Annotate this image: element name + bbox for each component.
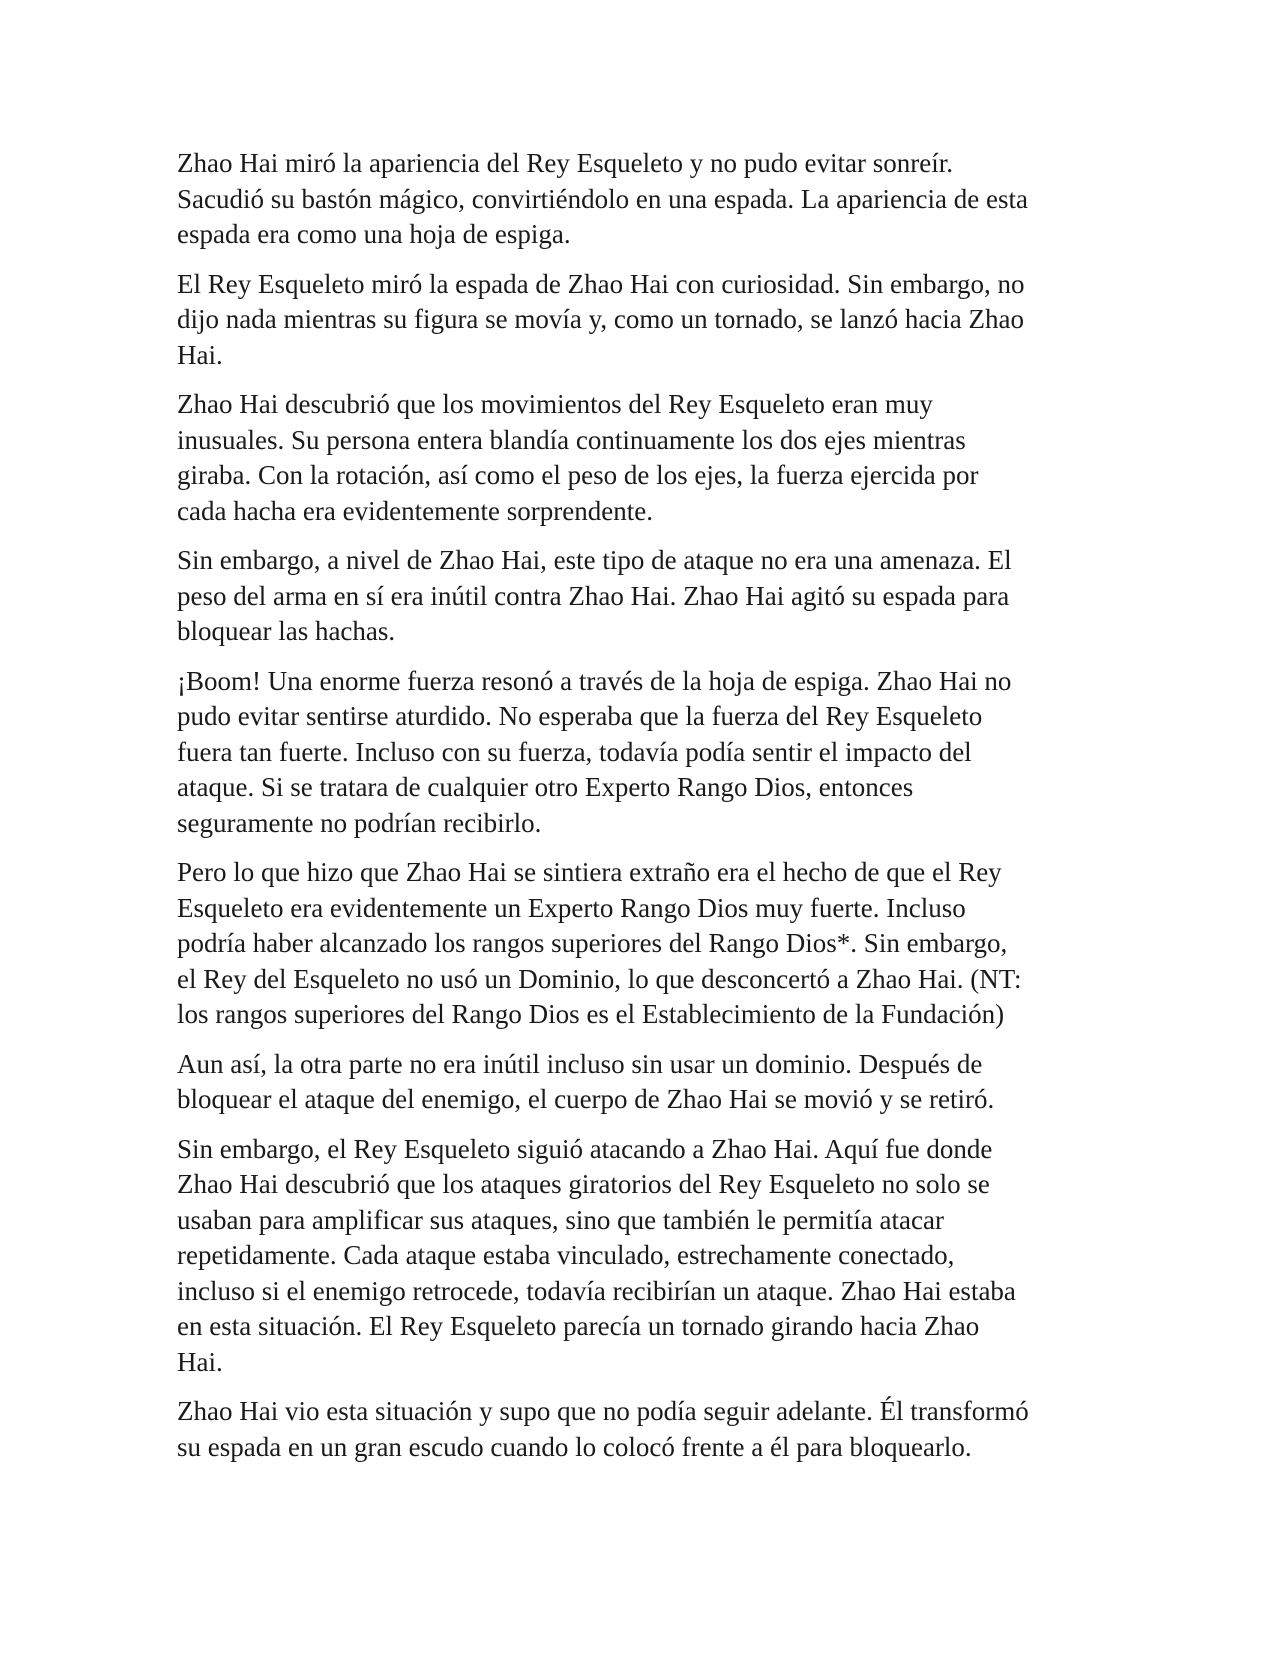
paragraph bbox=[177, 1132, 1107, 1381]
text-line: su espada en un gran escudo cuando lo colocó frente a él para bloquearlo. bbox=[177, 1431, 972, 1462]
paragraph bbox=[177, 543, 1107, 650]
text-line: ataque. Si se tratara de cualquier otro Experto Rango Dios, entonces bbox=[177, 772, 914, 802]
text-line: Zhao Hai descubrió que los ataques giratorios del Rey Esqueleto no solo se bbox=[177, 1169, 990, 1199]
text-line: peso del arma en sí era inútil contra Zhao Hai. Zhao Hai agitó su espada para bbox=[177, 580, 1010, 611]
text-line: los rangos superiores del Rango Dios es el Establecimiento de la Fundación) bbox=[177, 999, 1005, 1029]
text-line: podría haber alcanzado los rangos superiores del Rango Dios*. Sin embargo, bbox=[177, 928, 1008, 958]
text-line: Hai. bbox=[177, 1346, 223, 1377]
text-line: el Rey del Esqueleto no usó un Dominio, lo que desconcertó a Zhao Hai. (NT: bbox=[177, 963, 1022, 994]
text-line: Aun así, la otra parte no era inútil incluso sin usar un dominio. Después de bbox=[177, 1048, 983, 1079]
paragraph bbox=[177, 1394, 1107, 1465]
paragraph bbox=[177, 387, 1107, 529]
text-line: usaban para amplificar sus ataques, sino que también le permitía atacar bbox=[177, 1204, 944, 1235]
text-line: inusuales. Su persona entera blandía continuamente los dos ejes mientras bbox=[177, 424, 966, 455]
text-line: repetidamente. Cada ataque estaba vinculado, estrechamente conectado, bbox=[177, 1240, 955, 1270]
text-line: espada era como una hoja de espiga. bbox=[177, 219, 571, 249]
paragraph bbox=[177, 1047, 1107, 1118]
paragraph bbox=[177, 855, 1107, 1033]
text-line: Zhao Hai miró la apariencia del Rey Esqueleto y no pudo evitar sonreír. bbox=[177, 148, 953, 178]
text-line: Zhao Hai vio esta situación y supo que no podía seguir adelante. Él transformó bbox=[177, 1396, 1029, 1426]
text-line: pudo evitar sentirse aturdido. No esperaba que la fuerza del Rey Esqueleto bbox=[177, 701, 983, 731]
text-line: Sacudió su bastón mágico, convirtiéndolo en una espada. La apariencia de esta bbox=[177, 183, 1028, 214]
paragraph bbox=[177, 664, 1107, 842]
text-line: Pero lo que hizo que Zhao Hai se sintiera extraño era el hecho de que el Rey bbox=[177, 857, 1002, 887]
text-line: Hai. bbox=[177, 339, 223, 370]
text-line: Sin embargo, a nivel de Zhao Hai, este tipo de ataque no era una amenaza. El bbox=[177, 545, 1012, 575]
text-line: bloquear el ataque del enemigo, el cuerpo de Zhao Hai se movió y se retiró. bbox=[177, 1084, 995, 1114]
text-line: fuera tan fuerte. Incluso con su fuerza, todavía podía sentir el impacto del bbox=[177, 736, 972, 767]
text-line: Esqueleto era evidentemente un Experto Rango Dios muy fuerte. Incluso bbox=[177, 892, 966, 923]
text-line: seguramente no podrían recibirlo. bbox=[177, 807, 542, 838]
text-line: incluso si el enemigo retrocede, todavía recibirían un ataque. Zhao Hai estaba bbox=[177, 1275, 1016, 1306]
text-line: ¡Boom! Una enorme fuerza resonó a través de la hoja de espiga. Zhao Hai no bbox=[177, 665, 1012, 696]
text-line: Zhao Hai descubrió que los movimientos del Rey Esqueleto eran muy bbox=[177, 389, 933, 419]
text-line: Sin embargo, el Rey Esqueleto siguió atacando a Zhao Hai. Aquí fue donde bbox=[177, 1133, 993, 1164]
paragraph bbox=[177, 146, 1107, 253]
text-line: giraba. Con la rotación, así como el peso de los ejes, la fuerza ejercida por bbox=[177, 460, 979, 490]
text-line: dijo nada mientras su figura se movía y, como un tornado, se lanzó hacia Zhao bbox=[177, 304, 1024, 334]
paragraph bbox=[177, 267, 1107, 374]
document-body bbox=[177, 146, 1107, 1479]
text-line: en esta situación. El Rey Esqueleto parecía un tornado girando hacia Zhao bbox=[177, 1311, 980, 1341]
text-line: cada hacha era evidentemente sorprendente. bbox=[177, 495, 653, 526]
text-line: El Rey Esqueleto miró la espada de Zhao Hai con curiosidad. Sin embargo, no bbox=[177, 268, 1025, 299]
text-line: bloquear las hachas. bbox=[177, 616, 396, 646]
